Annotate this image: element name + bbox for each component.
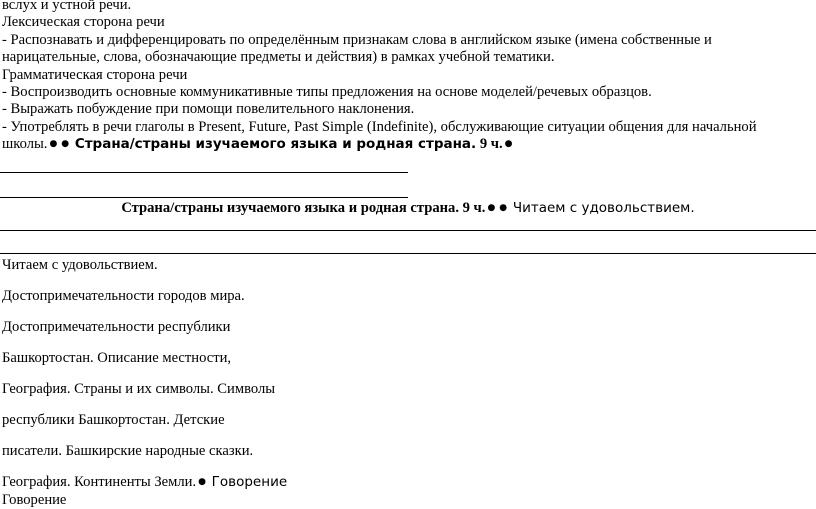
grammar-item-continuation (2, 136, 814, 153)
bullet-icon: ● (504, 139, 513, 150)
list-item: Говорение (2, 492, 67, 508)
table-rule (0, 197, 408, 198)
grammar-heading: Грамматическая сторона речи (2, 66, 188, 83)
grammar-item: - Употреблять в речи глаголы в Present, Future, Past Simple (Indefinite), обслуживающие ситуации общения для начальной (2, 118, 757, 135)
lexical-heading: Лексическая сторона речи (2, 14, 165, 31)
grammar-item-prefix: школы. (2, 136, 48, 153)
next-section-label: Читаем с удовольствием. (512, 200, 695, 216)
bullet-icon: ● (61, 139, 70, 150)
list-item: писатели. Башкирские народные сказки. (2, 443, 254, 459)
table-rule (0, 172, 408, 173)
table-header-row (0, 200, 816, 217)
list-item: Башкортостан. Описание местности, (2, 350, 232, 366)
list-item: География. Страны и их символы. Символы (2, 381, 276, 397)
bullet-icon: ● (49, 139, 58, 150)
bullet-icon: ● (487, 203, 496, 213)
table-rule (0, 253, 816, 254)
curriculum-text-block (2, 0, 814, 154)
bullet-icon: ● (499, 203, 508, 213)
lexical-item-line: нарицательные, слова, обозначающие предметы и действия) в рамках учебной тематики. (2, 49, 555, 66)
topic-title: Страна/страны изучаемого языка и родная страна. (74, 136, 477, 153)
topic-hours: 9 ч. (479, 136, 503, 153)
table-rule (0, 230, 816, 231)
bullet-icon: ● (198, 477, 206, 487)
list-item: Достопримечательности республики (2, 319, 231, 335)
grammar-item: - Выражать побуждение при помощи повелительного наклонения. (2, 101, 415, 118)
lexical-item-line: - Распознавать и дифференцировать по определённым признакам слова в английском языке (имена собственные и (2, 31, 712, 48)
topic-header: Страна/страны изучаемого языка и родная страна. 9 ч. (121, 200, 486, 216)
text-line: вслух и устной речи. (2, 0, 132, 13)
list-item: республики Башкортостан. Детские (2, 412, 225, 428)
list-item-text: География. Континенты Земли. (2, 474, 197, 490)
grammar-item: - Воспроизводить основные коммуникативные типы предложения на основе моделей/речевых образцов. (2, 83, 652, 100)
list-item-suffix: Говорение (211, 474, 288, 490)
list-item (2, 474, 287, 491)
list-item: Достопримечательности городов мира. (2, 288, 245, 304)
list-item: Читаем с удовольствием. (2, 257, 158, 273)
